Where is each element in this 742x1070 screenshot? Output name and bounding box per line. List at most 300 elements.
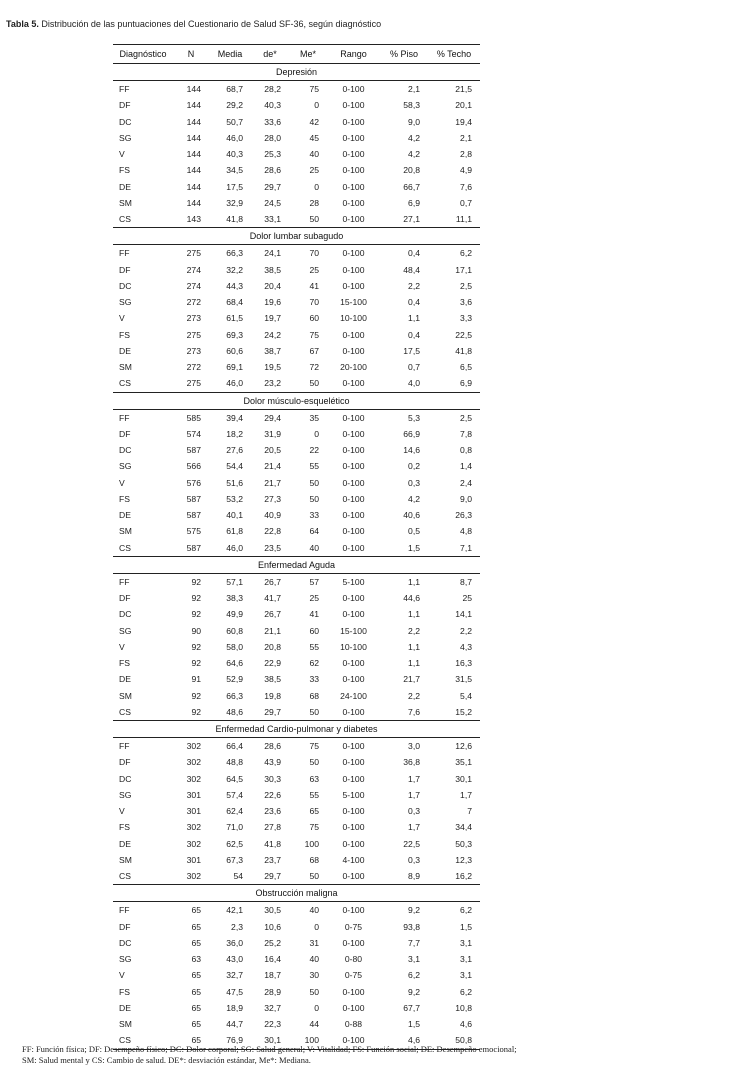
cell-rango: 0-100 xyxy=(342,445,365,456)
table-row xyxy=(113,1000,480,1016)
cell-me: 55 xyxy=(309,641,319,652)
cell-techo: 2,5 xyxy=(460,412,472,423)
cell-piso: 48,4 xyxy=(403,264,420,275)
cell-me: 28 xyxy=(309,197,319,208)
cell-piso: 20,8 xyxy=(403,165,420,176)
cell-rango: 0-100 xyxy=(342,526,365,537)
cell-dimension: FS xyxy=(119,986,130,997)
cell-de: 21,7 xyxy=(264,477,281,488)
cell-n: 144 xyxy=(186,100,201,111)
cell-media: 71,0 xyxy=(226,822,243,833)
cell-n: 272 xyxy=(186,362,201,373)
cell-media: 40,1 xyxy=(226,510,243,521)
cell-de: 30,5 xyxy=(264,905,281,916)
cell-techo: 1,5 xyxy=(460,921,472,932)
cell-me: 50 xyxy=(309,493,319,504)
cell-dimension: DF xyxy=(119,921,131,932)
cell-me: 100 xyxy=(304,838,319,849)
cell-rango: 4-100 xyxy=(342,854,365,865)
cell-piso: 14,6 xyxy=(403,445,420,456)
cell-media: 66,3 xyxy=(226,248,243,259)
cell-media: 68,4 xyxy=(226,297,243,308)
cell-piso: 67,7 xyxy=(403,1002,420,1013)
header-rango: Rango xyxy=(327,45,380,64)
cell-n: 273 xyxy=(186,345,201,356)
cell-rango: 0-100 xyxy=(342,822,365,833)
cell-techo: 14,1 xyxy=(455,609,472,620)
cell-piso: 1,7 xyxy=(408,789,420,800)
group-header-row xyxy=(113,556,480,573)
cell-de: 30,1 xyxy=(251,1032,289,1049)
cell-me: 40 xyxy=(309,954,319,965)
cell-me: 60 xyxy=(309,313,319,324)
cell-de: 31,9 xyxy=(264,428,281,439)
cell-media: 49,9 xyxy=(226,609,243,620)
cell-media: 46,0 xyxy=(209,540,251,557)
cell-me: 50 xyxy=(289,868,327,885)
cell-piso: 9,2 xyxy=(408,986,420,997)
cell-media: 62,4 xyxy=(226,806,243,817)
cell-techo: 3,1 xyxy=(460,954,472,965)
cell-dimension: DE xyxy=(119,674,131,685)
cell-media: 58,0 xyxy=(226,641,243,652)
cell-me: 75 xyxy=(309,84,319,95)
cell-piso: 40,6 xyxy=(403,510,420,521)
cell-piso: 0,4 xyxy=(408,329,420,340)
cell-piso: 0,4 xyxy=(408,248,420,259)
cell-media: 41,8 xyxy=(209,211,251,228)
cell-rango: 0-100 xyxy=(342,197,365,208)
table-row xyxy=(113,787,480,803)
cell-techo: 16,3 xyxy=(455,658,472,669)
cell-media: 50,7 xyxy=(226,116,243,127)
cell-piso: 1,5 xyxy=(408,1019,420,1030)
cell-n: 144 xyxy=(186,84,201,95)
cell-techo: 10,8 xyxy=(455,1002,472,1013)
cell-me: 70 xyxy=(309,248,319,259)
table-row xyxy=(113,951,480,967)
cell-techo: 15,2 xyxy=(428,704,480,721)
table-container xyxy=(113,44,480,1050)
cell-me: 50 xyxy=(289,704,327,721)
cell-media: 48,8 xyxy=(226,757,243,768)
cell-rango: 0-88 xyxy=(344,1019,363,1030)
cell-dimension: SM xyxy=(119,362,132,373)
table-row xyxy=(113,623,480,639)
cell-n: 92 xyxy=(173,704,209,721)
cell-dimension: DC xyxy=(119,609,132,620)
cell-rango: 0-100 xyxy=(342,149,365,160)
cell-techo: 2,2 xyxy=(460,625,472,636)
cell-techo: 3,1 xyxy=(460,937,472,948)
cell-n: 302 xyxy=(186,822,201,833)
cell-me: 55 xyxy=(309,789,319,800)
cell-n: 585 xyxy=(186,412,201,423)
table-body xyxy=(113,64,480,1050)
cell-dimension: FF xyxy=(119,84,130,95)
cell-techo: 4,9 xyxy=(460,165,472,176)
cell-rango: 0-100 xyxy=(342,248,365,259)
header-me: Me* xyxy=(289,45,327,64)
cell-piso: 1,1 xyxy=(408,658,420,669)
cell-techo: 26,3 xyxy=(455,510,472,521)
cell-techo: 12,6 xyxy=(455,741,472,752)
cell-piso: 0,3 xyxy=(408,477,420,488)
cell-piso: 0,3 xyxy=(408,806,420,817)
table-row xyxy=(113,278,480,294)
cell-media: 61,8 xyxy=(226,526,243,537)
cell-n: 144 xyxy=(186,149,201,160)
cell-me: 72 xyxy=(309,362,319,373)
cell-techo: 2,5 xyxy=(460,280,472,291)
cell-de: 19,6 xyxy=(264,297,281,308)
cell-piso: 7,6 xyxy=(380,704,428,721)
cell-media: 64,6 xyxy=(226,658,243,669)
cell-rango: 20-100 xyxy=(340,362,367,373)
cell-n: 302 xyxy=(186,757,201,768)
cell-rango: 0-100 xyxy=(342,937,365,948)
cell-me: 100 xyxy=(289,1032,327,1049)
cell-rango: 10-100 xyxy=(340,313,367,324)
cell-dimension: DF xyxy=(119,593,131,604)
cell-me: 55 xyxy=(309,461,319,472)
cell-dimension: CS xyxy=(113,540,173,557)
cell-de: 29,7 xyxy=(264,181,281,192)
group-title: Obstrucción maligna xyxy=(113,885,480,902)
cell-de: 23,2 xyxy=(251,375,289,392)
cell-dimension: SM xyxy=(119,526,132,537)
cell-media: 48,6 xyxy=(209,704,251,721)
cell-de: 32,7 xyxy=(264,1002,281,1013)
cell-me: 64 xyxy=(309,526,319,537)
cell-dimension: V xyxy=(119,477,125,488)
table-row xyxy=(113,803,480,819)
header-piso: % Piso xyxy=(380,45,428,64)
cell-rango: 0-100 xyxy=(342,329,365,340)
cell-media: 57,4 xyxy=(226,789,243,800)
cell-n: 566 xyxy=(186,461,201,472)
cell-techo: 7,8 xyxy=(460,428,472,439)
cell-media: 66,4 xyxy=(226,741,243,752)
cell-rango: 10-100 xyxy=(340,641,367,652)
cell-dimension: SM xyxy=(119,690,132,701)
table-row xyxy=(113,688,480,704)
cell-rango: 0-100 xyxy=(327,704,380,721)
cell-n: 92 xyxy=(191,658,201,669)
cell-n: 302 xyxy=(186,741,201,752)
cell-dimension: FS xyxy=(119,822,130,833)
cell-techo: 34,4 xyxy=(455,822,472,833)
cell-techo: 0,8 xyxy=(460,445,472,456)
cell-techo: 4,3 xyxy=(460,641,472,652)
cell-n: 65 xyxy=(191,970,201,981)
cell-media: 69,1 xyxy=(226,362,243,373)
cell-techo: 6,2 xyxy=(460,248,472,259)
cell-dimension: DE xyxy=(119,838,131,849)
cell-n: 301 xyxy=(186,806,201,817)
cell-media: 38,3 xyxy=(226,593,243,604)
cell-techo: 25 xyxy=(462,593,472,604)
cell-media: 43,0 xyxy=(226,954,243,965)
table-row xyxy=(113,245,480,262)
cell-n: 91 xyxy=(191,674,201,685)
table-row xyxy=(113,606,480,622)
cell-de: 23,5 xyxy=(251,540,289,557)
header-diagnostico: Diagnóstico xyxy=(113,45,173,64)
cell-de: 30,3 xyxy=(264,773,281,784)
cell-me: 25 xyxy=(309,264,319,275)
cell-techo: 17,1 xyxy=(455,264,472,275)
cell-rango: 0-100 xyxy=(342,593,365,604)
cell-piso: 66,7 xyxy=(403,181,420,192)
cell-de: 33,6 xyxy=(264,116,281,127)
group-title: Dolor lumbar subagudo xyxy=(113,228,480,245)
cell-techo: 20,1 xyxy=(455,100,472,111)
cell-de: 19,8 xyxy=(264,690,281,701)
table-row xyxy=(113,458,480,474)
caption-text: Distribución de las puntuaciones del Cuestionario de Salud SF-36, según diagnóstico xyxy=(41,19,382,29)
cell-de: 28,9 xyxy=(264,986,281,997)
cell-media: 17,5 xyxy=(226,181,243,192)
cell-piso: 1,5 xyxy=(380,540,428,557)
cell-piso: 4,2 xyxy=(408,493,420,504)
cell-rango: 0-100 xyxy=(342,838,365,849)
cell-techo: 1,4 xyxy=(460,461,472,472)
cell-de: 24,1 xyxy=(264,248,281,259)
cell-piso: 17,5 xyxy=(403,345,420,356)
cell-de: 22,6 xyxy=(264,789,281,800)
table-caption xyxy=(6,19,381,29)
cell-piso: 36,8 xyxy=(403,757,420,768)
cell-me: 67 xyxy=(309,345,319,356)
cell-media: 52,9 xyxy=(226,674,243,685)
cell-de: 25,3 xyxy=(264,149,281,160)
cell-me: 0 xyxy=(314,428,319,439)
cell-n: 273 xyxy=(186,313,201,324)
cell-dimension: SG xyxy=(119,789,132,800)
cell-rango: 0-100 xyxy=(342,116,365,127)
table-row xyxy=(113,819,480,835)
cell-n: 575 xyxy=(186,526,201,537)
cell-me: 75 xyxy=(309,741,319,752)
cell-piso: 0,3 xyxy=(408,854,420,865)
cell-techo: 4,8 xyxy=(460,526,472,537)
cell-piso: 4,6 xyxy=(380,1032,428,1049)
table-row xyxy=(113,81,480,98)
cell-media: 40,3 xyxy=(226,149,243,160)
cell-piso: 0,2 xyxy=(408,461,420,472)
cell-piso: 2,2 xyxy=(408,690,420,701)
cell-me: 68 xyxy=(309,854,319,865)
cell-piso: 5,3 xyxy=(408,412,420,423)
cell-n: 275 xyxy=(186,329,201,340)
cell-media: 54,4 xyxy=(226,461,243,472)
cell-de: 26,7 xyxy=(264,576,281,587)
cell-piso: 7,7 xyxy=(408,937,420,948)
cell-piso: 2,1 xyxy=(408,84,420,95)
cell-rango: 0-100 xyxy=(342,986,365,997)
table-row xyxy=(113,573,480,590)
cell-rango: 0-100 xyxy=(342,264,365,275)
cell-techo: 5,4 xyxy=(460,690,472,701)
cell-techo: 11,1 xyxy=(428,211,480,228)
cell-media: 27,6 xyxy=(226,445,243,456)
cell-piso: 1,1 xyxy=(408,609,420,620)
cell-dimension: FF xyxy=(119,248,130,259)
cell-techo: 22,5 xyxy=(455,329,472,340)
cell-techo: 12,3 xyxy=(455,854,472,865)
cell-rango: 0-100 xyxy=(342,280,365,291)
cell-de: 21,1 xyxy=(264,625,281,636)
cell-piso: 44,6 xyxy=(403,593,420,604)
cell-media: 42,1 xyxy=(226,905,243,916)
cell-techo: 2,1 xyxy=(460,132,472,143)
cell-dimension: SM xyxy=(119,854,132,865)
cell-rango: 0-100 xyxy=(327,868,380,885)
cell-de: 33,1 xyxy=(251,211,289,228)
cell-media: 44,3 xyxy=(226,280,243,291)
cell-piso: 4,2 xyxy=(408,149,420,160)
cell-dimension: CS xyxy=(113,704,173,721)
table-row xyxy=(113,754,480,770)
cell-n: 92 xyxy=(191,609,201,620)
cell-me: 44 xyxy=(309,1019,319,1030)
table-row xyxy=(113,262,480,278)
cell-de: 29,7 xyxy=(251,704,289,721)
cell-rango: 0-100 xyxy=(342,181,365,192)
cell-de: 40,9 xyxy=(264,510,281,521)
cell-n: 65 xyxy=(191,905,201,916)
table-row xyxy=(113,868,480,885)
cell-de: 10,6 xyxy=(264,921,281,932)
cell-dimension: SM xyxy=(119,197,132,208)
cell-me: 22 xyxy=(309,445,319,456)
cell-dimension: CS xyxy=(113,1032,173,1049)
cell-me: 75 xyxy=(309,822,319,833)
cell-media: 66,3 xyxy=(226,690,243,701)
cell-me: 50 xyxy=(309,986,319,997)
cell-me: 25 xyxy=(309,593,319,604)
cell-de: 41,7 xyxy=(264,593,281,604)
cell-dimension: DF xyxy=(119,100,131,111)
cell-media: 46,0 xyxy=(226,132,243,143)
cell-dimension: V xyxy=(119,313,125,324)
table-row xyxy=(113,179,480,195)
cell-n: 65 xyxy=(191,1002,201,1013)
cell-rango: 0-100 xyxy=(342,674,365,685)
cell-n: 65 xyxy=(191,921,201,932)
cell-me: 41 xyxy=(309,609,319,620)
cell-n: 65 xyxy=(191,986,201,997)
cell-piso: 6,9 xyxy=(408,197,420,208)
cell-dimension: DC xyxy=(119,773,132,784)
cell-de: 28,6 xyxy=(264,741,281,752)
cell-dimension: DF xyxy=(119,757,131,768)
table-row xyxy=(113,540,480,557)
cell-techo: 7,6 xyxy=(460,181,472,192)
cell-de: 24,2 xyxy=(264,329,281,340)
cell-media: 47,5 xyxy=(226,986,243,997)
cell-dimension: SG xyxy=(119,461,132,472)
table-row xyxy=(113,704,480,721)
cell-media: 54 xyxy=(209,868,251,885)
cell-media: 32,2 xyxy=(226,264,243,275)
cell-de: 21,4 xyxy=(264,461,281,472)
cell-me: 63 xyxy=(309,773,319,784)
cell-dimension: V xyxy=(119,641,125,652)
cell-piso: 1,7 xyxy=(408,773,420,784)
cell-piso: 3,0 xyxy=(408,741,420,752)
cell-dimension: CS xyxy=(113,375,173,392)
cell-me: 62 xyxy=(309,658,319,669)
cell-rango: 0-100 xyxy=(342,1002,365,1013)
cell-piso: 0,7 xyxy=(408,362,420,373)
cell-n: 274 xyxy=(186,280,201,291)
table-row xyxy=(113,852,480,868)
cell-n: 65 xyxy=(173,1032,209,1049)
table-row xyxy=(113,162,480,178)
cell-me: 31 xyxy=(309,937,319,948)
cell-dimension: DC xyxy=(119,937,132,948)
cell-media: 60,8 xyxy=(226,625,243,636)
cell-techo: 19,4 xyxy=(455,116,472,127)
cell-me: 40 xyxy=(309,905,319,916)
cell-media: 46,0 xyxy=(209,375,251,392)
cell-rango: 0-100 xyxy=(342,461,365,472)
cell-rango: 15-100 xyxy=(340,625,367,636)
cell-dimension: V xyxy=(119,149,125,160)
cell-me: 60 xyxy=(309,625,319,636)
cell-media: 32,7 xyxy=(226,970,243,981)
table-row xyxy=(113,211,480,228)
cell-de: 28,6 xyxy=(264,165,281,176)
cell-piso: 27,1 xyxy=(380,211,428,228)
footnote-line-1: FF: Función física; DF: Desempeño físico; DC: Dolor corporal; SG: Salud general; V: Vitalidad; FS: Función social; DE: Desempeño emocional; xyxy=(22,1044,517,1054)
table-row xyxy=(113,1016,480,1032)
cell-me: 0 xyxy=(314,1002,319,1013)
group-title: Depresión xyxy=(113,64,480,81)
header-media: Media xyxy=(209,45,251,64)
cell-techo: 6,2 xyxy=(460,905,472,916)
cell-piso: 58,3 xyxy=(403,100,420,111)
cell-rango: 0-100 xyxy=(342,773,365,784)
cell-techo: 30,1 xyxy=(455,773,472,784)
cell-piso: 0,5 xyxy=(408,526,420,537)
cell-me: 33 xyxy=(309,510,319,521)
cell-de: 20,5 xyxy=(264,445,281,456)
cell-me: 75 xyxy=(309,329,319,340)
cell-n: 587 xyxy=(186,445,201,456)
cell-techo: 41,8 xyxy=(455,345,472,356)
cell-n: 574 xyxy=(186,428,201,439)
cell-n: 302 xyxy=(173,868,209,885)
cell-techo: 7 xyxy=(467,806,472,817)
cell-de: 41,8 xyxy=(264,838,281,849)
cell-n: 587 xyxy=(173,540,209,557)
cell-rango: 0-75 xyxy=(344,921,363,932)
cell-media: 18,2 xyxy=(226,428,243,439)
caption-label: Tabla 5. xyxy=(6,19,39,29)
cell-techo: 0,7 xyxy=(460,197,472,208)
table-row xyxy=(113,590,480,606)
cell-techo: 16,2 xyxy=(428,868,480,885)
cell-n: 144 xyxy=(186,197,201,208)
cell-dimension: DC xyxy=(119,280,132,291)
cell-n: 587 xyxy=(186,510,201,521)
cell-n: 92 xyxy=(191,690,201,701)
cell-rango: 0-100 xyxy=(327,375,380,392)
cell-me: 42 xyxy=(309,116,319,127)
